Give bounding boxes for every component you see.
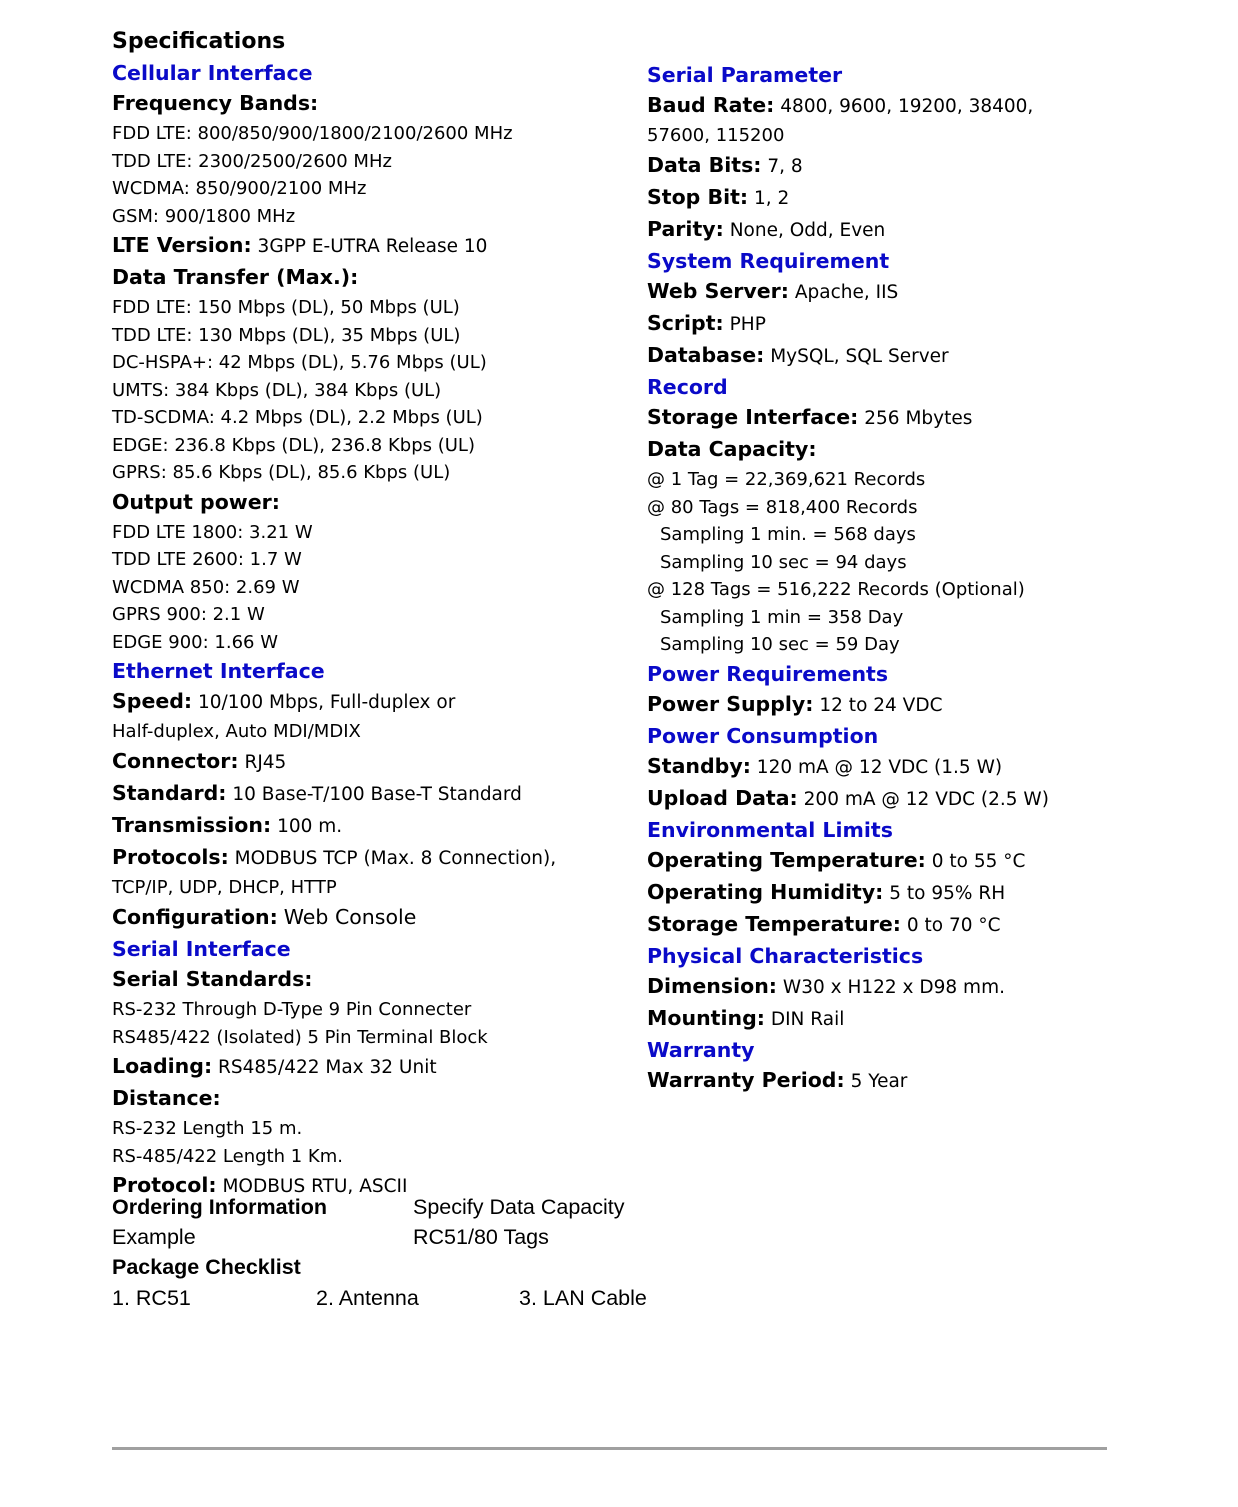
spec-label: Data Bits: — [647, 153, 762, 177]
section-ethernet-interface — [112, 656, 612, 934]
spec-label: Frequency Bands: — [112, 91, 319, 115]
package-checklist-heading-row — [112, 1252, 912, 1282]
spec-line: TDD LTE 2600: 1.7 W — [112, 549, 302, 570]
spec-label: Web Server: — [647, 279, 789, 303]
spec-label: Speed: — [112, 689, 193, 713]
spec-value: 10 Base-T/100 Base-T Standard — [232, 784, 522, 805]
spec-label: LTE Version: — [112, 233, 252, 257]
section-heading: System Requirement — [647, 249, 890, 273]
spec-label: Data Capacity: — [647, 437, 817, 461]
section-power-consumption — [647, 721, 1167, 815]
package-checklist-items — [112, 1282, 912, 1314]
section-heading: Power Requirements — [647, 661, 889, 686]
section-heading: Serial Parameter — [647, 63, 843, 87]
spec-row — [647, 1065, 1167, 1097]
spec-row — [112, 810, 612, 842]
spec-line: TD-SCDMA: 4.2 Mbps (DL), 2.2 Mbps (UL) — [112, 407, 483, 428]
capacity-line-indented: Sampling 1 min = 358 Day — [660, 606, 904, 628]
spec-label: Configuration: — [112, 905, 278, 929]
section-serial-interface — [112, 934, 612, 1202]
spec-label: Transmission: — [112, 813, 272, 837]
spec-value: 3GPP E-UTRA Release 10 — [257, 236, 488, 257]
spec-label: Stop Bit: — [647, 185, 749, 209]
spec-value: W30 x H122 x D98 mm. — [782, 976, 1005, 998]
spec-value: 10/100 Mbps, Full-duplex or — [198, 692, 456, 713]
spec-label: Serial Standards: — [112, 967, 313, 991]
spec-row — [112, 230, 612, 262]
example-value: RC51/80 Tags — [413, 1225, 549, 1249]
spec-label: Database: — [647, 343, 765, 367]
spec-value: 7, 8 — [767, 156, 803, 177]
example-label: Example — [112, 1225, 196, 1249]
left-column — [112, 28, 612, 1202]
spec-value: PHP — [729, 314, 766, 335]
ordering-info-row — [112, 1192, 912, 1222]
spec-label: Data Transfer (Max.): — [112, 265, 359, 289]
capacity-line: @ 1 Tag = 22,369,621 Records — [647, 469, 926, 490]
section-system-requirement — [647, 246, 1167, 372]
spec-label: Standard: — [112, 781, 227, 805]
spec-label: Standby: — [647, 753, 751, 778]
package-checklist-label: Package Checklist — [112, 1255, 301, 1279]
spec-value: 120 mA @ 12 VDC (1.5 W) — [756, 756, 1003, 778]
spec-row — [647, 90, 1167, 122]
spec-label: Power Supply: — [647, 691, 814, 716]
spec-value: RJ45 — [244, 752, 287, 773]
section-record — [647, 372, 1167, 659]
section-physical-characteristics — [647, 941, 1167, 1035]
spec-value: MODBUS TCP (Max. 8 Connection), — [234, 848, 557, 869]
spec-row — [112, 746, 612, 778]
spec-label: Loading: — [112, 1054, 213, 1078]
spec-line: GSM: 900/1800 MHz — [112, 205, 296, 227]
spec-line: UMTS: 384 Kbps (DL), 384 Kbps (UL) — [112, 379, 442, 401]
spec-value-continued: 57600, 115200 — [647, 125, 785, 146]
spec-row — [647, 214, 1167, 246]
spec-label: Output power: — [112, 489, 280, 514]
spec-label: Connector: — [112, 749, 239, 773]
capacity-line-indented: Sampling 10 sec = 59 Day — [660, 634, 900, 655]
spec-value: 256 Mbytes — [864, 408, 973, 429]
spec-label: Upload Data: — [647, 785, 798, 810]
spec-line: TDD LTE: 130 Mbps (DL), 35 Mbps (UL) — [112, 324, 461, 346]
spec-row — [112, 1051, 612, 1083]
section-heading: Serial Interface — [112, 937, 291, 961]
package-item: 3. LAN Cable — [519, 1286, 647, 1310]
spec-row — [647, 783, 1167, 815]
spec-row — [647, 276, 1167, 308]
spec-row — [647, 340, 1167, 372]
spec-line: GPRS 900: 2.1 W — [112, 604, 265, 625]
spec-line: GPRS: 85.6 Kbps (DL), 85.6 Kbps (UL) — [112, 462, 451, 483]
spec-line: FDD LTE: 150 Mbps (DL), 50 Mbps (UL) — [112, 297, 460, 318]
spec-row — [647, 971, 1167, 1003]
ordering-and-package — [112, 1192, 912, 1314]
spec-value: 1, 2 — [754, 188, 790, 209]
spec-label: Warranty Period: — [647, 1067, 845, 1092]
ordering-example-row — [112, 1222, 912, 1252]
spec-row — [112, 686, 612, 718]
spec-row — [112, 902, 612, 934]
package-item: 2. Antenna — [316, 1286, 419, 1310]
spec-value: 0 to 70 °C — [906, 914, 1001, 936]
spec-value-continued: Half-duplex, Auto MDI/MDIX — [112, 721, 361, 742]
section-cellular-interface — [112, 58, 612, 656]
spec-line: RS-485/422 Length 1 Km. — [112, 1145, 343, 1167]
spec-line: FDD LTE 1800: 3.21 W — [112, 521, 313, 543]
spec-line: RS-232 Through D-Type 9 Pin Connecter — [112, 999, 472, 1020]
spec-value: MODBUS RTU, ASCII — [222, 1176, 408, 1197]
right-column — [647, 60, 1167, 1097]
spec-row — [647, 751, 1167, 783]
section-warranty — [647, 1035, 1167, 1097]
spec-line: DC-HSPA+: 42 Mbps (DL), 5.76 Mbps (UL) — [112, 352, 487, 373]
spec-label: Operating Temperature: — [647, 847, 926, 872]
spec-label: Operating Humidity: — [647, 879, 884, 904]
spec-label: Script: — [647, 311, 724, 335]
section-heading: Ethernet Interface — [112, 659, 325, 683]
page-title: Specifications — [112, 29, 286, 54]
spec-value: None, Odd, Even — [729, 220, 886, 241]
capacity-line-indented: Sampling 10 sec = 94 days — [660, 551, 907, 573]
section-heading: Environmental Limits — [647, 817, 893, 842]
section-environmental-limits — [647, 815, 1167, 941]
ordering-info-label: Ordering Information — [112, 1195, 327, 1219]
spec-row — [647, 150, 1167, 182]
section-heading: Warranty — [647, 1037, 755, 1062]
spec-row — [647, 689, 1167, 721]
spec-label: Mounting: — [647, 1005, 765, 1030]
spec-line: FDD LTE: 800/850/900/1800/2100/2600 MHz — [112, 123, 513, 144]
section-heading: Physical Characteristics — [647, 943, 924, 968]
spec-value: 12 to 24 VDC — [819, 694, 943, 716]
spec-label: Baud Rate: — [647, 93, 775, 117]
spec-label: Protocol: — [112, 1173, 217, 1197]
capacity-line: @ 80 Tags = 818,400 Records — [647, 496, 918, 518]
spec-value: Web Console — [283, 905, 417, 929]
spec-label: Storage Temperature: — [647, 911, 901, 936]
spec-line: EDGE: 236.8 Kbps (DL), 236.8 Kbps (UL) — [112, 434, 475, 456]
spec-line: WCDMA 850: 2.69 W — [112, 576, 300, 598]
spec-row — [647, 182, 1167, 214]
spec-line: WCDMA: 850/900/2100 MHz — [112, 178, 367, 199]
spec-value: DIN Rail — [770, 1008, 845, 1030]
spec-row — [112, 842, 612, 874]
spec-row — [647, 845, 1167, 877]
footer-divider — [112, 1447, 1107, 1450]
capacity-line: @ 128 Tags = 516,222 Records (Optional) — [647, 579, 1025, 600]
spec-value: MySQL, SQL Server — [770, 346, 949, 367]
spec-row — [647, 308, 1167, 340]
package-item: 1. RC51 — [112, 1286, 191, 1310]
spec-line: EDGE 900: 1.66 W — [112, 631, 279, 653]
spec-label: Parity: — [647, 217, 724, 241]
spec-value: 5 Year — [850, 1070, 908, 1092]
section-heading: Cellular Interface — [112, 61, 313, 85]
section-heading: Record — [647, 375, 728, 399]
spec-value: 4800, 9600, 19200, 38400, — [780, 96, 1034, 117]
spec-value: RS485/422 Max 32 Unit — [218, 1057, 437, 1078]
section-heading: Power Consumption — [647, 723, 879, 748]
spec-row — [112, 778, 612, 810]
section-power-requirements — [647, 659, 1167, 721]
spec-value: 5 to 95% RH — [889, 882, 1006, 904]
spec-value-continued: TCP/IP, UDP, DHCP, HTTP — [112, 877, 337, 898]
spec-value: 100 m. — [277, 816, 343, 837]
spec-line: RS-232 Length 15 m. — [112, 1118, 303, 1139]
spec-value: 0 to 55 °C — [931, 850, 1026, 872]
spec-row — [647, 402, 1167, 434]
spec-line: TDD LTE: 2300/2500/2600 MHz — [112, 150, 392, 172]
spec-label: Storage Interface: — [647, 405, 859, 429]
ordering-info-value: Specify Data Capacity — [413, 1195, 625, 1219]
spec-label: Protocols: — [112, 845, 229, 869]
spec-row — [647, 877, 1167, 909]
spec-line: RS485/422 (Isolated) 5 Pin Terminal Block — [112, 1026, 488, 1048]
spec-label: Distance: — [112, 1086, 221, 1110]
spec-label: Dimension: — [647, 973, 778, 998]
spec-value: 200 mA @ 12 VDC (2.5 W) — [803, 788, 1049, 810]
section-serial-parameter — [647, 60, 1167, 246]
spec-row — [647, 909, 1167, 941]
spec-row — [647, 1003, 1167, 1035]
capacity-line-indented: Sampling 1 min. = 568 days — [660, 524, 916, 545]
spec-value: Apache, IIS — [794, 282, 899, 303]
